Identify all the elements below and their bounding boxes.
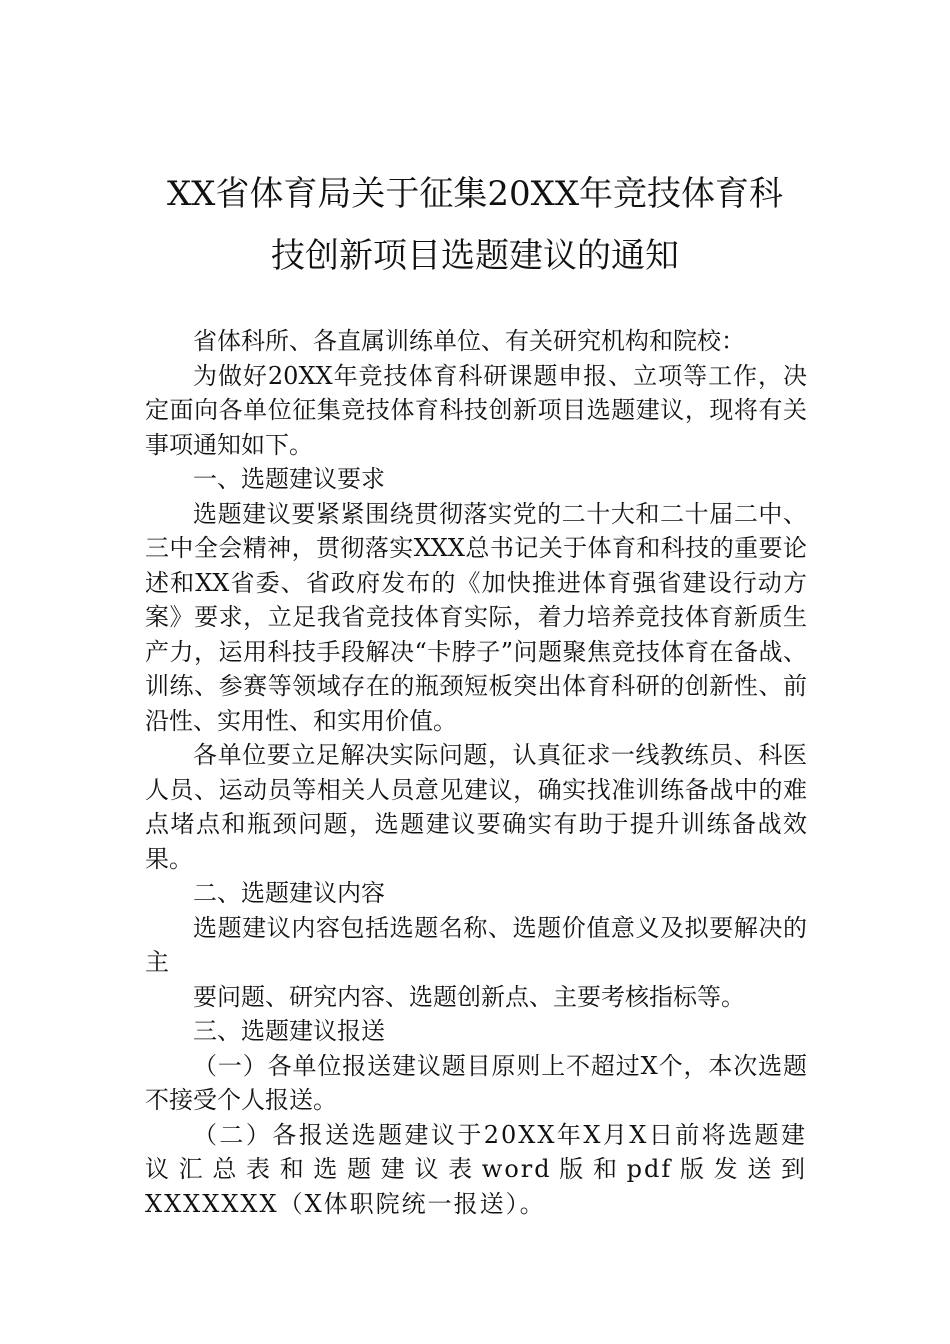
section-heading-content: 二、选题建议内容	[193, 879, 385, 907]
title-line-2: 技创新项目选题建议的通知	[271, 236, 679, 276]
content-paragraph-2: 要问题、研究内容、选题创新点、主要考核指标等。	[193, 982, 745, 1011]
document-body	[145, 324, 807, 1221]
title-line-1: XX省体育局关于征集20XX年竞技体育科	[166, 174, 784, 214]
submission-item-1: （一）各单位报送建议题目原则上不超过X个，本次选题不接受个人报送。	[145, 1051, 807, 1114]
intro-paragraph: 为做好20XX年竞技体育科研课题申报、立项等工作，决定面向各单位征集竞技体育科技创新项目选题建议，现将有关事项通知如下。	[145, 361, 807, 459]
document-title	[120, 163, 830, 287]
salutation: 省体科所、各直属训练单位、有关研究机构和院校：	[193, 327, 745, 355]
requirements-paragraph-2: 各单位要立足解决实际问题，认真征求一线教练员、科医人员、运动员等相关人员意见建议，确实找准训练备战中的难点堵点和瓶颈问题，选题建议要确实有助于提升训练备战效果。	[145, 741, 807, 873]
section-heading-submission: 三、选题建议报送	[193, 1017, 385, 1045]
submission-item-2: （二）各报送选题建议于20XX年X月X日前将选题建议汇总表和选题建议表word版和pdf版发送到XXXXXXX（X体职院统一报送）。	[145, 1120, 807, 1218]
section-heading-requirements: 一、选题建议要求	[193, 465, 385, 493]
requirements-paragraph-1: 选题建议要紧紧围绕贯彻落实党的二十大和二十届二中、三中全会精神，贯彻落实XXX总书记关于体育和科技的重要论述和XX省委、省政府发布的《加快推进体育强省建设行动方案》要求，立足我省竞技体育实际，着力培养竞技体育新质生产力，运用科技手段解决“卡脖子”问题聚焦竞技体育在备战、训练、参赛等领域存在的瓶颈短板突出体育科研的创新性、前沿性、实用性、和实用价值。	[145, 499, 807, 735]
content-paragraph-1: 选题建议内容包括选题名称、选题价值意义及拟要解决的主	[145, 913, 807, 976]
